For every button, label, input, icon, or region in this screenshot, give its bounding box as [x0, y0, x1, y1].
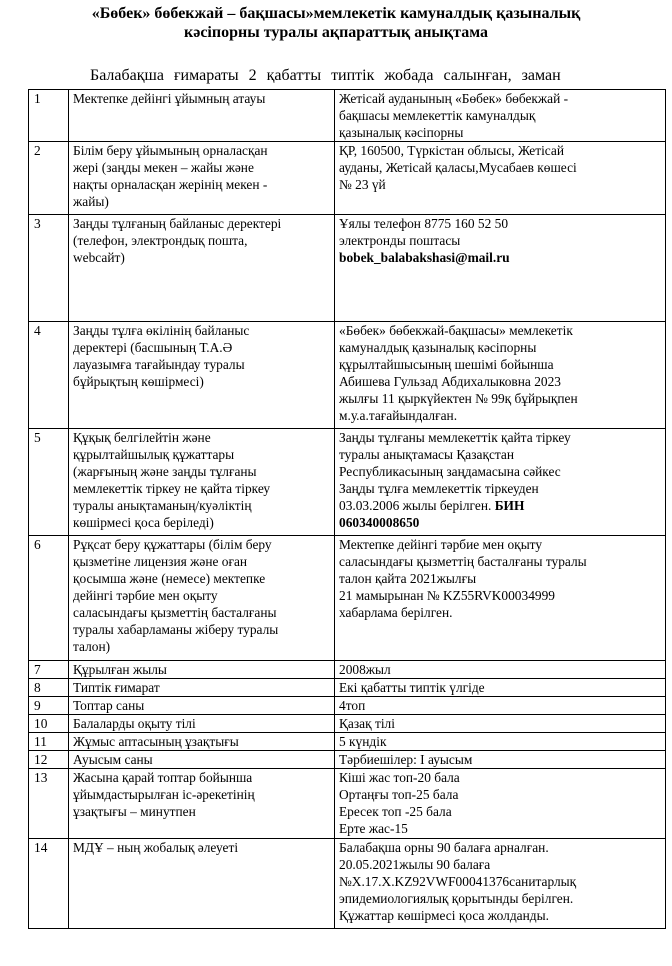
row-number: 2	[29, 142, 69, 215]
row-number: 6	[29, 536, 69, 661]
document-title	[0, 4, 672, 42]
row-label: Топтар саны	[69, 697, 335, 715]
row-value: Кіші жас топ-20 бала Ортаңғы топ-25 бала Ересек топ -25 бала Ерте жас-15	[335, 769, 666, 839]
table-row	[29, 769, 666, 839]
row-value-text: Заңды тұлғаны мемлекеттік қайта тіркеу туралы анықтамасы Қазақстан Республикасының заңдамасына сәйкес Заңды тұлға мемлекеттік тіркеуден 03.03.2006 жылы берілген.	[339, 430, 571, 513]
row-value: 5 күндік	[335, 733, 666, 751]
table-row	[29, 429, 666, 536]
table-row	[29, 733, 666, 751]
row-label: Мектепке дейінгі ұйымның атауы	[69, 90, 335, 142]
row-number: 9	[29, 697, 69, 715]
table-row	[29, 536, 666, 661]
title-line-2: кәсіпорны туралы ақпараттық анықтама	[184, 24, 488, 41]
row-value	[335, 429, 666, 536]
row-label: Балаларды оқыту тілі	[69, 715, 335, 733]
row-value: 4топ	[335, 697, 666, 715]
table-row	[29, 322, 666, 429]
row-value: «Бөбек» бөбекжай-бақшасы» мемлекетік камуналдық қазыналық кәсіпорны құрылтайшысының шешімі бойынша Абишева Гульзад Абдихалыковна 2023 жылғы 11 қыркүйектен № 99қ бұйрықпен м.у.а.тағайындалған.	[335, 322, 666, 429]
row-number: 8	[29, 679, 69, 697]
info-table	[28, 89, 666, 929]
row-label: Рұқсат беру құжаттары (білім беру қызметіне лицензия және оған қосымша және (немесе) мектепке дейінгі тәрбие мен оқыту саласындағы қызметтің басталғаны туралы хабарламаны жіберу туралы талон)	[69, 536, 335, 661]
table-row	[29, 751, 666, 769]
row-number: 7	[29, 661, 69, 679]
row-value: Мектепке дейінгі тәрбие мен оқыту саласындағы қызметтің басталғаны туралы талон қайта 2021жылғы 21 мамырынан № KZ55RVK00034999 хабарлама берілген.	[335, 536, 666, 661]
row-value	[335, 215, 666, 322]
row-number: 14	[29, 839, 69, 929]
title-line-1: «Бөбек» бөбекжай – бақшасы»мемлекетік камуналдық қазыналық	[91, 5, 581, 22]
email-address: bobek_balabakshasi@mail.ru	[339, 250, 510, 265]
table-row	[29, 90, 666, 142]
row-label: Білім беру ұйымының орналасқан жері (заңды мекен – жайы және нақты орналасқан жерінің мекен - жайы)	[69, 142, 335, 215]
row-label: Құқық белгілейтін және құрылтайшылық құжаттары (жарғының және заңды тұлғаны мемлекеттік тіркеу не қайта тіркеу туралы анықтаманың/куәліктің көшірмесі қоса беріледі)	[69, 429, 335, 536]
row-number: 5	[29, 429, 69, 536]
row-value: Жетісай ауданының «Бөбек» бөбекжай - бақшасы мемлекеттік камуналдық қазыналық кәсіпорны	[335, 90, 666, 142]
table-row	[29, 715, 666, 733]
row-label: Типтік ғимарат	[69, 679, 335, 697]
row-label: Жұмыс аптасының ұзақтығы	[69, 733, 335, 751]
table-row	[29, 215, 666, 322]
row-value: 2008жыл	[335, 661, 666, 679]
row-number: 4	[29, 322, 69, 429]
row-label: Ауысым саны	[69, 751, 335, 769]
row-number: 3	[29, 215, 69, 322]
row-label: Жасына қарай топтар бойынша ұйымдастырылған іс-әрекетінің ұзақтығы – минутпен	[69, 769, 335, 839]
row-label: Құрылған жылы	[69, 661, 335, 679]
row-number: 10	[29, 715, 69, 733]
row-value: ҚР, 160500, Түркістан облысы, Жетісай ауданы, Жетісай қаласы,Мусабаев көшесі № 23 үй	[335, 142, 666, 215]
row-label: Заңды тұлғаның байланыс деректері (телефон, электрондық пошта, webсайт)	[69, 215, 335, 322]
row-label: Заңды тұлға өкілінің байланыс деректері (басшының Т.А.Ә лауазымға тағайындау туралы бұйрықтың көшірмесі)	[69, 322, 335, 429]
bin-number: БИН 060340008650	[339, 498, 525, 530]
table-row	[29, 661, 666, 679]
table-row	[29, 679, 666, 697]
row-value: Екі қабатты типтік үлгіде	[335, 679, 666, 697]
table-row	[29, 697, 666, 715]
row-number: 11	[29, 733, 69, 751]
table-row	[29, 142, 666, 215]
intro-paragraph: Балабақша ғимараты 2 қабатты типтік жобада салынған, заман	[90, 67, 561, 84]
row-number: 13	[29, 769, 69, 839]
row-value-text: Ұялы телефон 8775 160 52 50 электронды поштасы	[339, 216, 509, 248]
row-label: МДҰ – ның жобалық әлеуеті	[69, 839, 335, 929]
row-number: 1	[29, 90, 69, 142]
row-value: Қазақ тілі	[335, 715, 666, 733]
table-row	[29, 839, 666, 929]
row-number: 12	[29, 751, 69, 769]
row-value: Тәрбиешілер: I ауысым	[335, 751, 666, 769]
row-value: Балабақша орны 90 балаға арналған. 20.05.2021жылы 90 балаға №X.17.X.KZ92VWF00041376санитарлық эпидемиологиялық қорытынды берілген. Құжаттар көшірмесі қоса жолданды.	[335, 839, 666, 929]
